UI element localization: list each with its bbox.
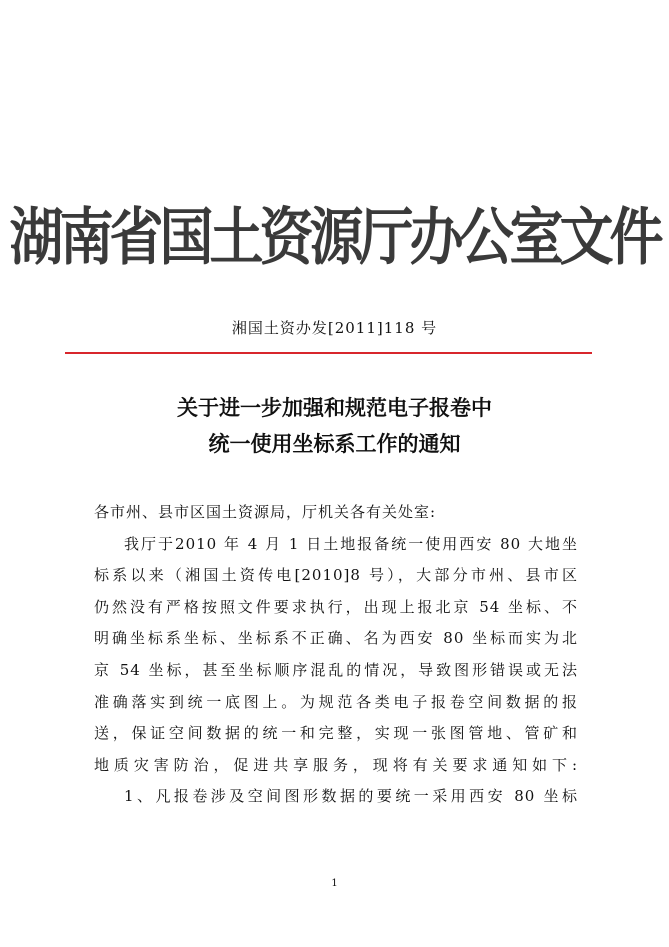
office-document-title: 湖南省国土资源厅办公室文件 xyxy=(9,201,660,274)
page-number: 1 xyxy=(331,878,338,889)
body-line: 我厅于2010 年 4 月 1 日土地报备统一使用西安 80 大地坐 xyxy=(124,534,578,553)
notice-title xyxy=(0,390,669,462)
body-line: 1、凡报卷涉及空间图形数据的要统一采用西安 80 坐标 xyxy=(124,787,578,806)
red-divider-line xyxy=(65,352,592,354)
notice-title-line-2: 统一使用坐标系工作的通知 xyxy=(208,431,461,456)
body-line: 仍然没有严格按照文件要求执行，出现上报北京 54 坐标、不 xyxy=(94,597,578,616)
body-line: 明确坐标系坐标、坐标系不正确、名为西安 80 坐标而实为北 xyxy=(94,629,578,648)
body-line: 标系以来（湘国土资传电[2010]8 号），大部分市州、县市区 xyxy=(94,566,578,585)
salutation: 各市州、县市区国土资源局，厅机关各有关处室: xyxy=(94,503,437,521)
body-line: 准确落实到统一底图上。为规范各类电子报卷空间数据的报 xyxy=(94,692,578,711)
body-line: 京 54 坐标，甚至坐标顺序混乱的情况，导致图形错误或无法 xyxy=(94,660,578,679)
notice-title-line-1: 关于进一步加强和规范电子报卷中 xyxy=(177,395,492,420)
document-number: 湘国土资办发[2011]118 号 xyxy=(231,319,438,337)
document-body xyxy=(94,497,578,813)
body-line: 送，保证空间数据的统一和完整，实现一张图管地、管矿和 xyxy=(94,724,578,743)
body-line: 地质灾害防治，促进共享服务，现将有关要求通知如下: xyxy=(94,755,578,774)
